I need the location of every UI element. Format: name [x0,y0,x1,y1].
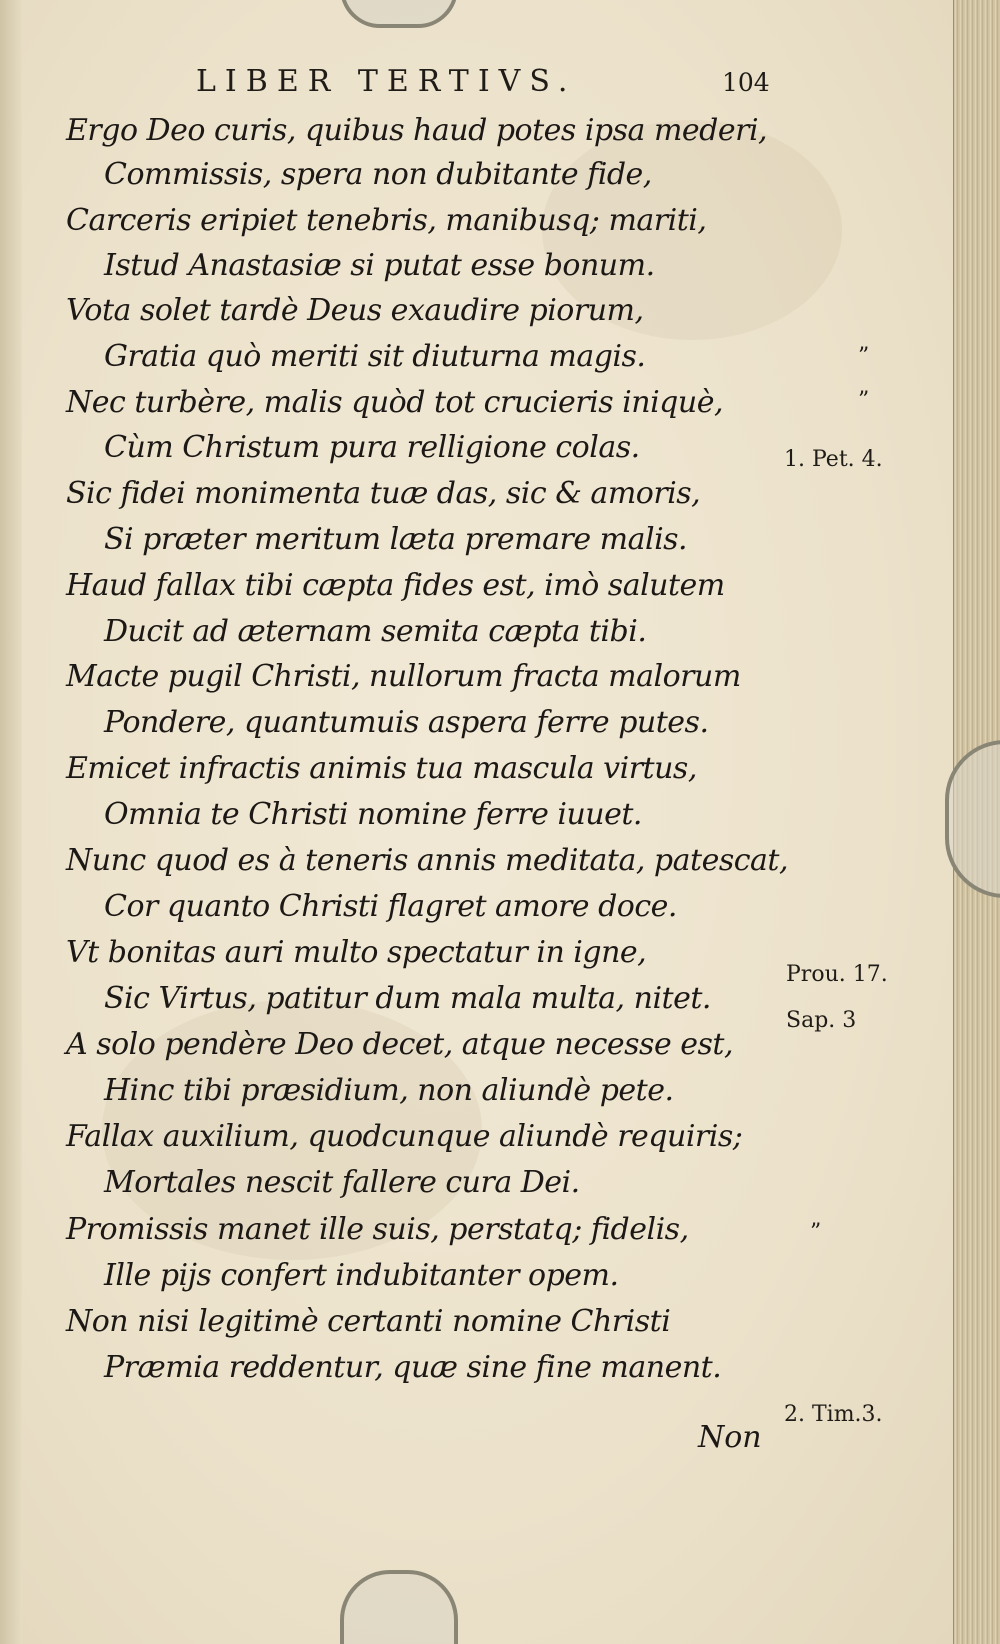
verse-line: Ducit ad æternam semita cæpta tibi. [104,614,647,649]
verse-line: Non nisi legitimè certanti nomine Christi [66,1304,671,1339]
left-gutter [0,0,23,1644]
quotation-mark: ” [858,388,870,413]
margin-reference: 1. Pet. 4. [784,447,883,472]
verse-line: Mortales nescit fallere cura Dei. [104,1165,580,1200]
verse-line: Sic Virtus, patitur dum mala multa, nitet. [104,981,711,1016]
verse-line: Pondere, quantumuis aspera ferre putes. [104,705,709,740]
verse-line: Nec turbère, malis quòd tot crucieris iniquè, [66,385,723,420]
verse-line: Istud Anastasiæ si putat esse bonum. [104,248,655,283]
verse-line: Nunc quod es à teneris annis meditata, patescat, [66,843,789,878]
verse-line: Macte pugil Christi, nullorum fracta malorum [66,659,741,694]
verse-line: Ergo Deo curis, quibus haud potes ipsa mederi, [66,113,768,148]
verse-line: Si præter meritum læta premare malis. [104,522,688,557]
verse-line: Gratia quò meriti sit diuturna magis. [104,339,646,374]
verse-line: Emicet infractis animis tua mascula virtus, [66,751,697,786]
clip-bottom [340,1570,458,1644]
verse-line: Haud fallax tibi cæpta fides est, imò salutem [66,568,725,603]
verse-line: Cor quanto Christi flagret amore doce. [104,889,677,924]
running-head: LIBER TERTIVS. [196,64,577,99]
margin-reference: Sap. 3 [786,1008,857,1033]
verse-line: Sic fidei monimenta tuæ das, sic & amoris, [66,476,701,511]
catchword: Non [698,1420,762,1455]
quotation-mark: ” [810,1220,822,1245]
verse-line: Fallax auxilium, quodcunque aliundè requiris; [66,1119,743,1154]
verse-line: Hinc tibi præsidium, non aliundè pete. [104,1073,674,1108]
margin-reference: 2. Tim.3. [784,1402,883,1427]
verse-line: A solo pendère Deo decet, atque necesse est, [66,1027,733,1062]
page-number: 104 [722,68,770,97]
quotation-mark: ” [858,344,870,369]
verse-line: Omnia te Christi nomine ferre iuuet. [104,797,642,832]
verse-line: Ille pijs confert indubitanter opem. [104,1258,619,1293]
verse-line: Carceris eripiet tenebris, manibusq; mariti, [66,203,707,238]
verse-line: Commissis, spera non dubitante fide, [104,157,652,192]
verse-line: Præmia reddentur, quæ sine fine manent. [104,1350,722,1385]
verse-line: Cùm Christum pura relligione colas. [104,430,640,465]
verse-line: Promissis manet ille suis, perstatq; fidelis, [66,1212,689,1247]
verse-line: Vt bonitas auri multo spectatur in igne, [66,935,647,970]
margin-reference: Prou. 17. [786,962,888,987]
verse-line: Vota solet tardè Deus exaudire piorum, [66,293,644,328]
